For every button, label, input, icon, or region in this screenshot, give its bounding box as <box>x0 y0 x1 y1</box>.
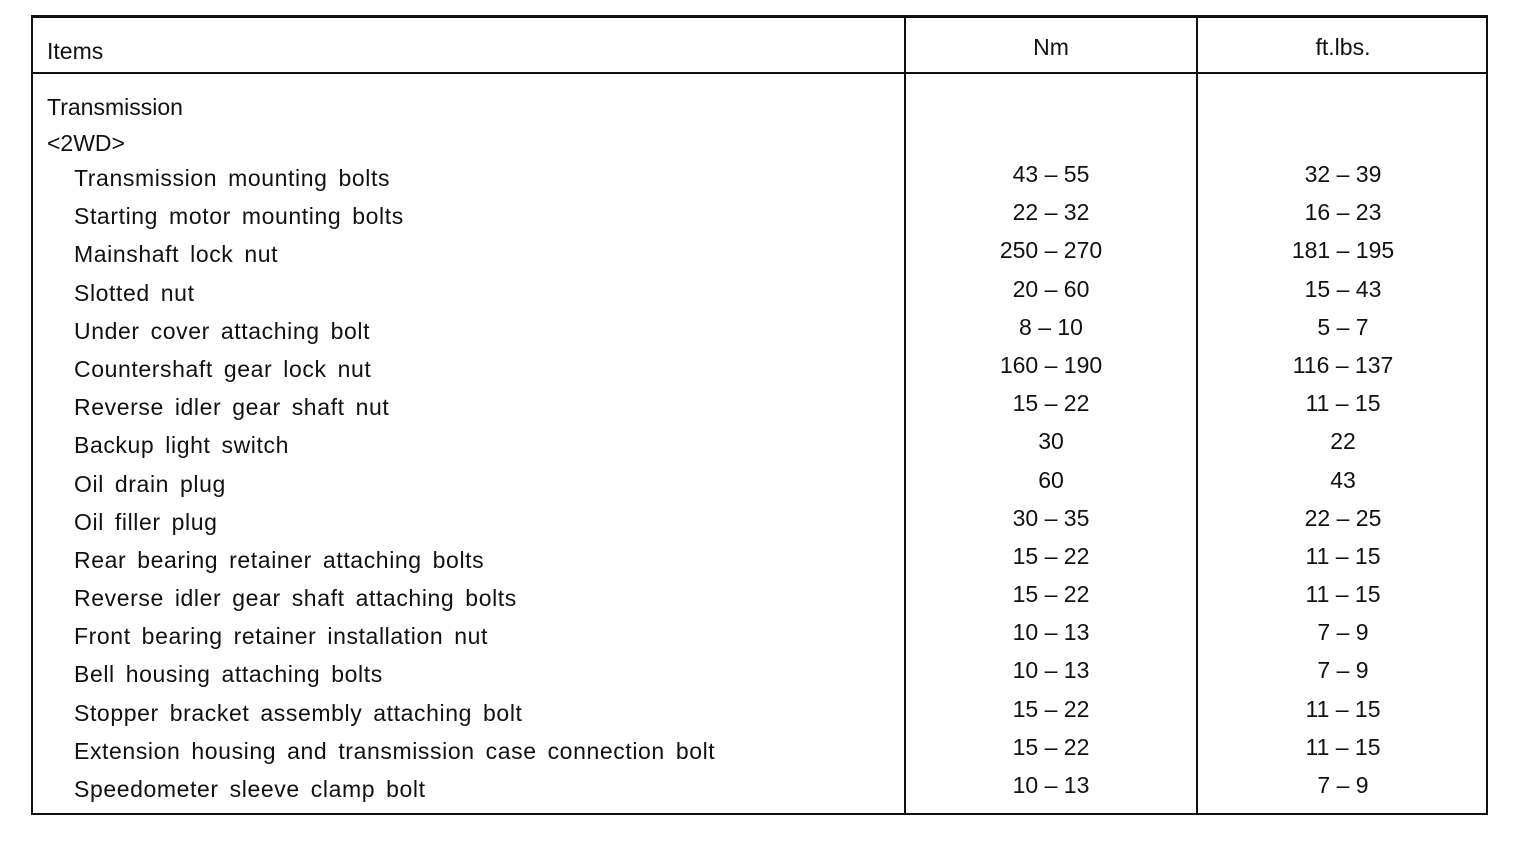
item-name: Starting motor mounting bolts <box>74 203 404 230</box>
table-row <box>33 579 1486 617</box>
header-divider <box>33 72 1486 74</box>
table-row <box>33 770 1486 808</box>
item-name: Backup light switch <box>74 432 289 459</box>
torque-ftlbs: 5 – 7 <box>1317 313 1369 340</box>
item-name: Mainshaft lock nut <box>74 241 279 268</box>
table-row <box>33 541 1486 579</box>
torque-ftlbs: 116 – 137 <box>1292 351 1394 378</box>
torque-nm: 30 <box>1038 428 1064 455</box>
item-name: Transmission mounting bolts <box>74 165 391 191</box>
torque-nm: 20 – 60 <box>1012 275 1090 302</box>
torque-ftlbs: 7 – 9 <box>1317 657 1369 684</box>
item-name: Reverse idler gear shaft nut <box>74 394 390 421</box>
item-name: Slotted nut <box>74 279 195 306</box>
table-row <box>33 274 1486 312</box>
table-row <box>33 617 1486 655</box>
torque-nm: 22 – 32 <box>1012 199 1090 226</box>
torque-nm: 10 – 13 <box>1012 772 1090 798</box>
item-name: Extension housing and transmission case connection bolt <box>74 737 716 764</box>
torque-nm: 15 – 22 <box>1012 390 1090 417</box>
torque-ftlbs: 32 – 39 <box>1304 161 1382 187</box>
header-nm: Nm <box>1033 34 1069 60</box>
torque-ftlbs: 11 – 15 <box>1305 542 1381 569</box>
torque-nm: 10 – 13 <box>1012 619 1090 646</box>
torque-ftlbs: 181 – 195 <box>1291 237 1395 264</box>
table-header <box>33 18 1486 72</box>
table-row <box>33 465 1486 503</box>
section-title: Transmission <box>47 94 183 120</box>
header-ftlbs: ft.lbs. <box>1315 34 1371 60</box>
table-row <box>33 159 1486 197</box>
torque-nm: 15 – 22 <box>1012 542 1090 569</box>
torque-ftlbs: 22 – 25 <box>1304 504 1382 531</box>
torque-ftlbs: 11 – 15 <box>1305 390 1381 417</box>
table-row <box>33 350 1486 388</box>
item-name: Bell housing attaching bolts <box>74 661 383 688</box>
table-row <box>33 312 1486 350</box>
table-row <box>33 503 1486 541</box>
torque-nm: 15 – 22 <box>1012 733 1090 760</box>
table-body <box>33 159 1486 808</box>
torque-ftlbs: 11 – 15 <box>1305 581 1381 608</box>
table-row <box>33 655 1486 693</box>
item-name: Front bearing retainer installation nut <box>74 623 489 650</box>
table-row <box>33 694 1486 732</box>
torque-nm: 250 – 270 <box>999 237 1103 264</box>
torque-ftlbs: 7 – 9 <box>1317 772 1369 798</box>
header-items: Items <box>47 38 104 64</box>
table-row <box>33 197 1486 235</box>
torque-nm: 15 – 22 <box>1012 581 1090 608</box>
torque-nm: 8 – 10 <box>1019 313 1083 340</box>
item-name: Under cover attaching bolt <box>74 317 371 344</box>
item-name: Speedometer sleeve clamp bolt <box>74 776 426 802</box>
torque-ftlbs: 16 – 23 <box>1304 199 1382 226</box>
table-row <box>33 388 1486 426</box>
table-row <box>33 732 1486 770</box>
torque-ftlbs: 11 – 15 <box>1305 695 1381 722</box>
item-name: Countershaft gear lock nut <box>74 355 372 382</box>
torque-nm: 60 <box>1038 466 1064 493</box>
torque-ftlbs: 7 – 9 <box>1317 619 1369 646</box>
torque-nm: 30 – 35 <box>1012 504 1090 531</box>
table-row <box>33 235 1486 273</box>
item-name: Oil drain plug <box>74 470 226 497</box>
torque-nm: 10 – 13 <box>1012 657 1090 684</box>
torque-nm: 15 – 22 <box>1012 695 1090 722</box>
torque-specification-table <box>31 15 1488 815</box>
torque-ftlbs: 43 <box>1330 466 1356 493</box>
item-name: Rear bearing retainer attaching bolts <box>74 546 485 573</box>
torque-ftlbs: 11 – 15 <box>1305 733 1381 760</box>
torque-nm: 160 – 190 <box>999 351 1103 378</box>
torque-ftlbs: 22 <box>1330 428 1356 455</box>
subsection-title: <2WD> <box>47 130 125 156</box>
item-name: Reverse idler gear shaft attaching bolts <box>74 585 517 612</box>
torque-ftlbs: 15 – 43 <box>1304 275 1382 302</box>
torque-nm: 43 – 55 <box>1012 161 1090 187</box>
table-row <box>33 426 1486 464</box>
item-name: Oil filler plug <box>74 508 218 535</box>
item-name: Stopper bracket assembly attaching bolt <box>74 699 523 726</box>
